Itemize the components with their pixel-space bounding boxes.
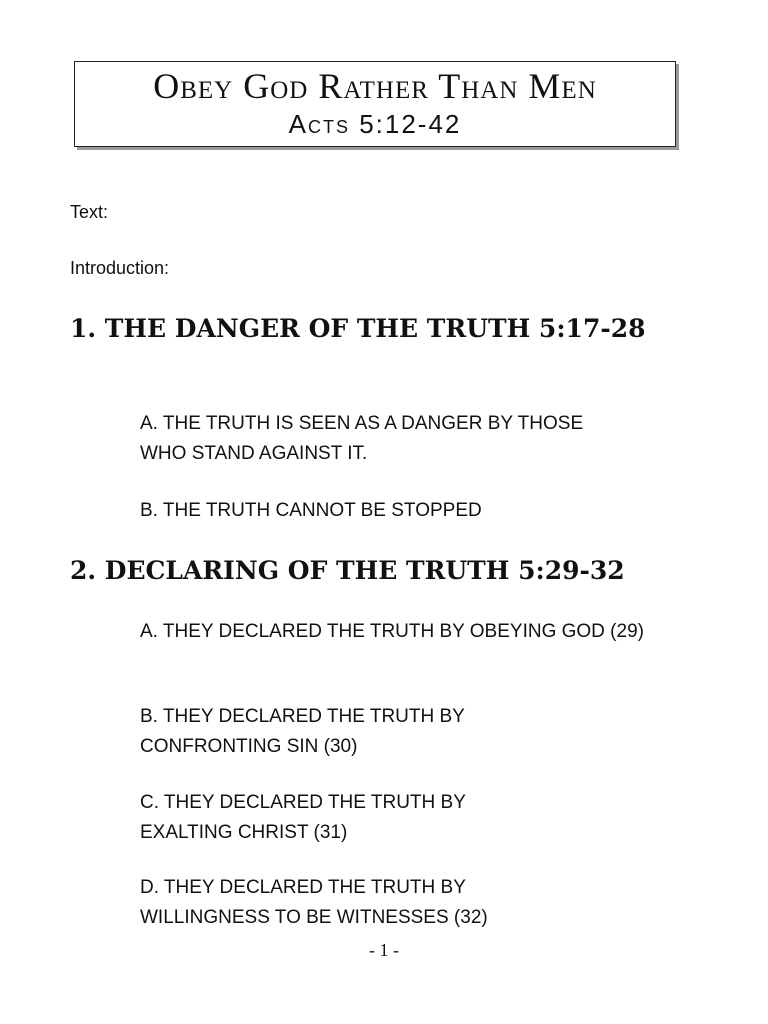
section-1-heading: 1. THE DANGER OF THE TRUTH 5:17-28 bbox=[70, 314, 646, 343]
scripture-reference: Acts 5:12-42 bbox=[288, 109, 462, 139]
section-2-item-c: C. THEY DECLARED THE TRUTH BY EXALTING CHRIST (31) bbox=[140, 792, 466, 843]
section-2-item-b: B. THEY DECLARED THE TRUTH BY CONFRONTING SIN (30) bbox=[140, 706, 465, 757]
section-2-item-d: D. THEY DECLARED THE TRUTH BY WILLINGNESS TO BE WITNESSES (32) bbox=[140, 877, 488, 928]
sermon-title: Obey God Rather Than Men bbox=[153, 66, 597, 106]
section-1-item-b: B. THE TRUTH CANNOT BE STOPPED bbox=[140, 500, 482, 521]
section-2-item-a: A. THEY DECLARED THE TRUTH BY OBEYING GOD (29) bbox=[140, 621, 644, 642]
text-label: Text: bbox=[70, 202, 109, 222]
section-2-heading: 2. DECLARING OF THE TRUTH 5:29-32 bbox=[70, 556, 625, 585]
introduction-label: Introduction: bbox=[70, 258, 170, 278]
page-number: - 1 - bbox=[369, 940, 399, 960]
section-1-item-a: A. THE TRUTH IS SEEN AS A DANGER BY THOSE WHO STAND AGAINST IT. bbox=[140, 413, 584, 464]
title-box bbox=[74, 61, 676, 147]
